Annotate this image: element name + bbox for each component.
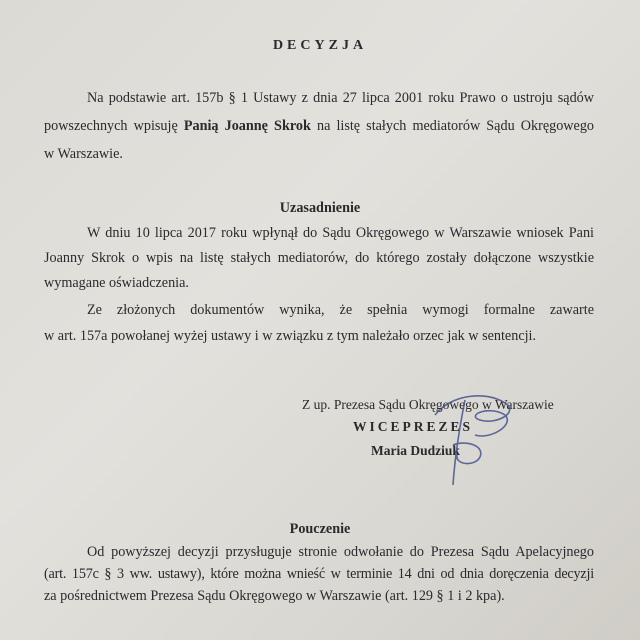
justification-heading: Uzasadnienie (279, 200, 361, 216)
mediator-name: Panią Joannę Skrok (183, 118, 311, 134)
decision-line: Na podstawie art. 157b § 1 Ustawy z dnia 27 lipca 2001 roku Prawo o ustroju sądów (87, 90, 594, 106)
signature-role: WICEPREZES (353, 419, 474, 434)
justification-line: Ze złożonych dokumentów wynika, że spełnia wymogi formalne zawarte (87, 302, 594, 318)
decision-line: w Warszawie. (44, 146, 123, 162)
signature-on-behalf: Z up. Prezesa Sądu Okręgowego w Warszawie (302, 397, 554, 412)
decision-line (44, 117, 594, 135)
decision-text: na listę stałych mediatorów Sądu Okręgowego (316, 118, 595, 134)
instruction-line: (art. 157c § 3 ww. ustawy), które można wnieść w terminie 14 dni od dnia doręczenia decyzji (44, 566, 594, 582)
justification-line: wymagane oświadczenia. (44, 275, 189, 291)
signature-name: Maria Dudziuk (371, 443, 460, 458)
document-title: DECYZJA (272, 38, 368, 53)
justification-line: w art. 157a powołanej wyżej ustawy i w związku z tym należało orzec jak w sentencji. (44, 328, 537, 344)
justification-line: Joanny Skrok o wpis na listę stałych mediatorów, do którego zostały dołączone wszystkie (44, 250, 594, 266)
justification-line: W dniu 10 lipca 2017 roku wpłynął do Sądu Okręgowego w Warszawie wniosek Pani (87, 225, 594, 241)
handwritten-signature-icon (395, 385, 525, 495)
instruction-heading: Pouczenie (289, 521, 351, 537)
instruction-line: Od powyższej decyzji przysługuje stronie odwołanie do Prezesa Sądu Apelacyjnego (87, 544, 594, 560)
decision-text: powszechnych wpisuję (44, 118, 178, 134)
instruction-line: za pośrednictwem Prezesa Sądu Okręgowego w Warszawie (art. 129 § 1 i 2 kpa). (44, 588, 505, 604)
